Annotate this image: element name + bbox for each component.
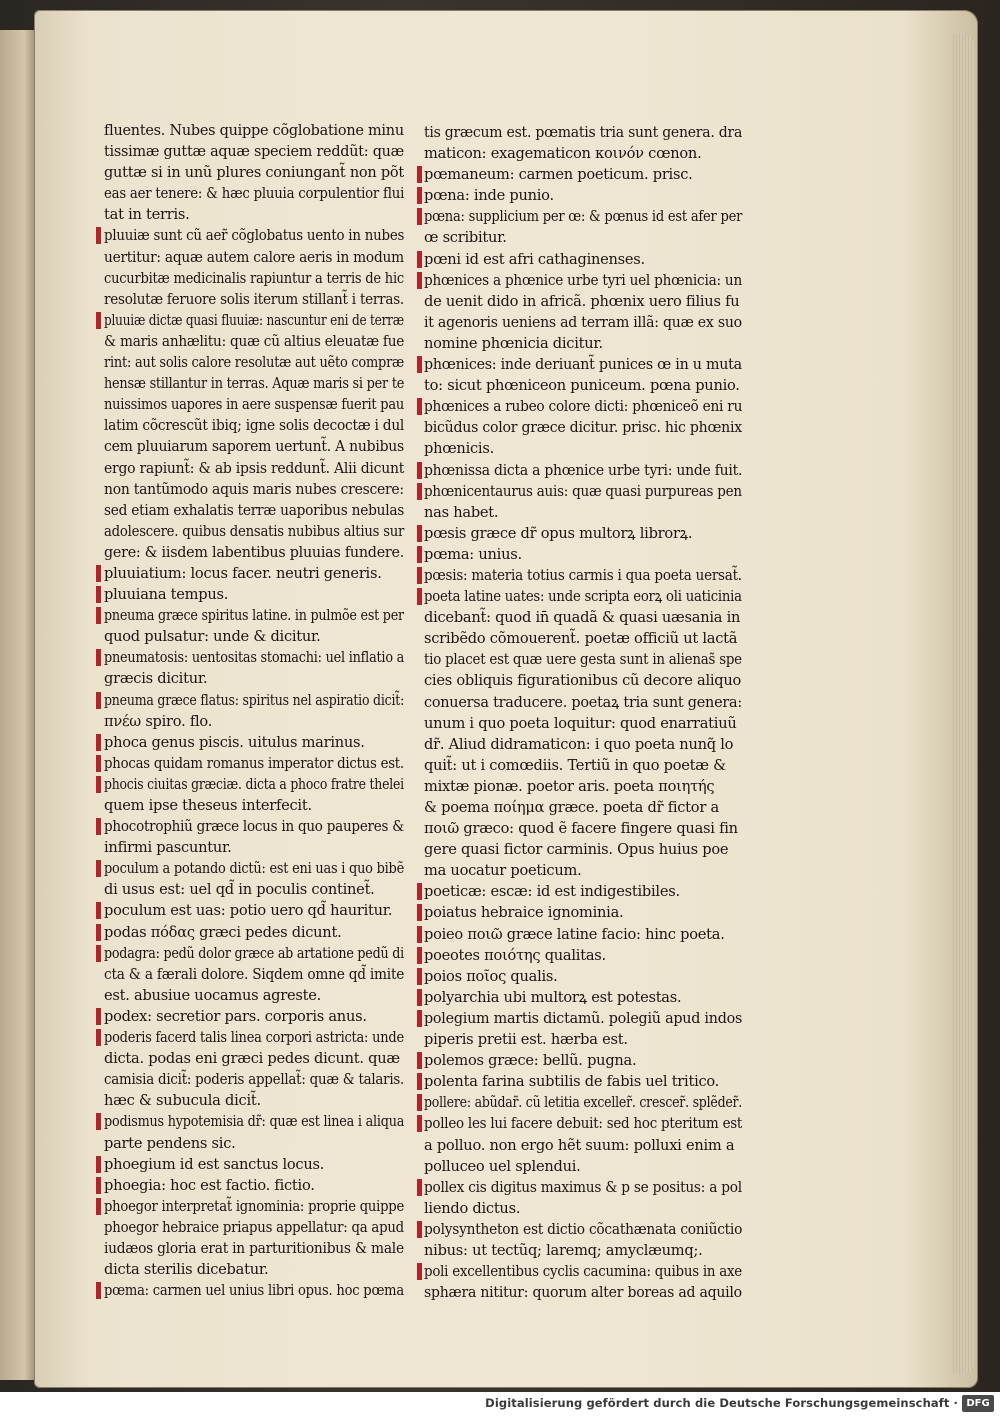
line-text: phœnices: inde deriuant̃ punices œ in u muta — [424, 356, 742, 374]
line-text: it agenoris ueniens ad terram illã: quæ ex suo — [424, 313, 742, 331]
text-line — [104, 774, 404, 795]
line-text: sphæra nititur: quorum alter boreas ad aquilo — [424, 1284, 742, 1302]
line-text: phocis ciuitas græciæ. dicta a phoco fratre thelei — [104, 775, 404, 793]
text-line — [424, 902, 742, 923]
text-line — [104, 943, 404, 964]
text-line — [424, 143, 742, 164]
text-line — [424, 966, 742, 987]
rubric-mark — [96, 227, 101, 244]
text-line — [424, 502, 742, 523]
line-text: camisia dicit̃: poderis appellat̃: quæ & talaris. — [104, 1071, 405, 1089]
text-line — [424, 354, 742, 375]
line-text: poli excellentibus cyclis cacumina: quibus in axe — [424, 1263, 742, 1281]
text-line — [424, 1177, 742, 1198]
line-text: pluuiatium: locus facer. neutri generis. — [104, 564, 382, 582]
line-text: & maris anhælitu: quæ cũ altius eleuatæ fue — [104, 332, 405, 350]
text-line — [424, 1261, 742, 1282]
rubric-mark — [96, 902, 101, 919]
text-line — [104, 1090, 404, 1111]
line-text: gere quasi fictor carminis. Opus huius poe — [424, 841, 729, 859]
rubric-mark — [417, 1115, 422, 1132]
text-line — [424, 1219, 742, 1240]
line-text: phocotrophiũ græce locus in quo pauperes & — [104, 818, 405, 836]
line-text: guttæ si in unũ plures coniungant̃ non põt — [104, 164, 404, 182]
line-text: podex: secretior pars. corporis anus. — [104, 1007, 367, 1025]
line-text: eas aer tenere: & hæc pluuia corpulentior flui — [104, 185, 405, 203]
text-line — [104, 183, 404, 204]
text-line — [424, 881, 742, 902]
rubric-mark — [417, 272, 422, 289]
line-text: pœmaneum: carmen poeticum. prisc. — [424, 166, 693, 184]
line-text: pneumatosis: uentositas stomachi: uel inflatio a — [104, 649, 405, 667]
text-line — [424, 987, 742, 1008]
line-text: pœma: unius. — [424, 545, 522, 563]
text-line — [104, 795, 404, 816]
line-text: bicũdus color græce dicitur. prisc. hic phœnix — [424, 419, 742, 437]
line-text: unum i quo poeta loquitur: quod enarratiuũ — [424, 714, 737, 732]
line-text: sed etiam exhalatis terræ uaporibus nebulas — [104, 501, 405, 519]
text-line — [424, 1092, 742, 1113]
text-line — [104, 542, 404, 563]
line-text: poeotes ποιότης qualitas. — [424, 946, 606, 964]
line-text: poculum est uas: potio uero qd̃ hauritur. — [104, 902, 393, 920]
rubric-mark — [96, 1113, 101, 1130]
line-text: uertitur: aquæ autem calore aeris in modum — [104, 248, 404, 266]
text-line — [424, 544, 742, 565]
text-line — [424, 797, 742, 818]
line-text: adolescere. quibus densatis nubibus altius sur — [104, 522, 405, 540]
text-line — [424, 945, 742, 966]
line-text: infirmi pascuntur. — [104, 839, 232, 857]
text-line — [424, 1198, 742, 1219]
rubric-mark — [96, 649, 101, 666]
rubric-mark — [417, 588, 422, 605]
line-text: resolutæ feruore solis iterum stillant̃ i terras. — [104, 290, 404, 308]
text-line — [104, 1048, 404, 1069]
line-text: pœma: carmen uel unius libri opus. hoc pœma — [104, 1282, 404, 1300]
line-text: phoegor interpretat̃ ignominia: proprie quippe — [104, 1197, 405, 1215]
text-line — [424, 1282, 742, 1303]
text-line — [104, 204, 404, 225]
line-text: scribẽdo cõmouerent̃. poetæ officiũ ut lactã — [424, 630, 738, 648]
text-line — [424, 776, 742, 797]
text-line — [424, 375, 742, 396]
page-stack-edge — [952, 34, 974, 1374]
line-text: rint: aut solis calore resolutæ aut uẽto compræ — [104, 354, 404, 372]
line-text: pollere: abũdar̃. cũ letitia exceller̃. crescer̃. splẽder̃. — [424, 1094, 743, 1112]
line-text: de uenit dido in africã. phœnix uero filius fu — [424, 292, 740, 310]
line-text: nomine phœnicia dicitur. — [424, 334, 603, 352]
text-line — [104, 711, 404, 732]
text-line — [424, 206, 742, 227]
line-text: phœnices a rubeo colore dicti: phœniceõ eni ru — [424, 398, 743, 416]
line-text: pœna: inde punio. — [424, 187, 554, 205]
text-line — [424, 713, 742, 734]
line-text: pœsis græce dr̃ opus multorꝝ librorꝝ. — [424, 524, 693, 542]
rubric-mark — [417, 208, 422, 225]
text-line — [104, 985, 404, 1006]
rubric-mark — [96, 312, 101, 329]
text-line — [104, 289, 404, 310]
line-text: tis græcum est. pœmatis tria sunt genera. dra — [424, 124, 743, 141]
line-text: a polluo. non ergo hẽt suum: polluxi enim a — [424, 1136, 735, 1154]
line-text: phoegium id est sanctus locus. — [104, 1155, 325, 1173]
rubric-mark — [96, 1177, 101, 1194]
text-line — [424, 438, 742, 459]
line-text: piperis pretii est. hærba est. — [424, 1031, 628, 1049]
text-line — [424, 1240, 742, 1261]
text-line — [104, 162, 404, 183]
rubric-mark — [417, 1073, 422, 1090]
line-text: cem pluuiarum saporem uertunt̃. A nubibus — [104, 438, 404, 456]
line-text: phœnicis. — [424, 440, 494, 458]
line-text: ergo rapiunt̃: & ab ipsis reddunt̃. Alii dicunt — [104, 459, 405, 477]
line-text: quit̃: ut i comœdiis. Tertiũ in quo poetæ & — [424, 756, 726, 774]
text-line — [104, 647, 404, 668]
line-text: podas πόδας græci pedes dicunt. — [104, 923, 342, 941]
line-text: dicebant̃: quod in̄ quadã & quasi uæsania in — [424, 609, 741, 627]
text-line — [104, 837, 404, 858]
line-text: pœni id est afri cathaginenses. — [424, 250, 645, 268]
line-text: est. abusiue uocamus agreste. — [104, 986, 322, 1004]
text-line — [104, 120, 404, 141]
line-text: pluuiana tempus. — [104, 586, 229, 604]
text-line — [104, 1154, 404, 1175]
dfg-logo: DFG — [962, 1395, 994, 1412]
rubric-mark — [417, 462, 422, 479]
digitization-footer — [0, 1392, 1000, 1416]
text-line — [104, 1111, 404, 1132]
text-line — [424, 860, 742, 881]
line-text: nas habet. — [424, 503, 499, 521]
text-line — [104, 1069, 404, 1090]
text-line — [424, 1029, 742, 1050]
text-line — [104, 922, 404, 943]
line-text: non tantũmodo aquis maris nubes crescere: — [104, 480, 404, 498]
line-text: poiatus hebraice ignominia. — [424, 904, 624, 922]
rubric-mark — [417, 567, 422, 584]
text-line — [424, 1156, 742, 1177]
text-line — [424, 692, 742, 713]
text-line — [104, 247, 404, 268]
line-text: cta & a færali dolore. Siqdem omne qd̃ imite — [104, 965, 405, 983]
rubric-mark — [96, 818, 101, 835]
text-line — [104, 690, 404, 711]
line-text: maticon: exagematicon κοινόν cœnon. — [424, 145, 702, 163]
text-line — [424, 1050, 742, 1071]
text-line — [424, 670, 742, 691]
right-text-column — [424, 122, 742, 1303]
text-line — [424, 755, 742, 776]
text-line — [104, 521, 404, 542]
rubric-mark — [96, 565, 101, 582]
rubric-mark — [96, 1008, 101, 1025]
line-text: phoegor hebraice priapus appellatur: qa apud — [104, 1218, 404, 1236]
line-text: pneuma græce spiritus latine. in pulmõe est per — [104, 607, 404, 625]
line-text: phœnissa dicta a phœnice urbe tyri: unde fuit. — [424, 461, 743, 479]
line-text: pœsis: materia totius carmis i qua poeta uersat̃. — [424, 566, 742, 584]
rubric-mark — [96, 586, 101, 603]
line-text: polleo les lui facere debuit: sed hoc pteritum est — [424, 1115, 743, 1133]
line-text: dr̃. Aliud didramaticon: i quo poeta nunq̃ lo — [424, 735, 734, 753]
text-line — [424, 586, 742, 607]
text-line — [104, 1175, 404, 1196]
line-text: hensæ stillantur in terras. Aquæ maris si per te — [104, 375, 405, 393]
line-text: polysyntheton est dictio cõcathænata coniũctio — [424, 1220, 743, 1238]
text-line — [424, 249, 742, 270]
text-line — [104, 1027, 404, 1048]
text-line — [104, 352, 404, 373]
text-line — [424, 734, 742, 755]
line-text: quod pulsatur: unde & dicitur. — [104, 628, 321, 646]
line-text: phœnices a phœnice urbe tyri uel phœnicia: un — [424, 271, 742, 289]
line-text: iudæos gloria erat in parturitionibus & male — [104, 1239, 404, 1257]
line-text: nibus: ut tectũq; laremq; amyclæumq;. — [424, 1241, 703, 1259]
line-text: pluuiæ dictæ quasi fluuiæ: nascuntur eni de terræ — [104, 311, 404, 329]
text-line — [104, 373, 404, 394]
text-line — [424, 607, 742, 628]
line-text: & poema ποίημα græce. poeta dr̃ fictor a — [424, 799, 719, 816]
text-line — [424, 270, 742, 291]
text-line — [424, 291, 742, 312]
text-line — [104, 394, 404, 415]
text-line — [104, 816, 404, 837]
line-text: phoegia: hoc est factio. fictio. — [104, 1176, 315, 1194]
text-line — [424, 839, 742, 860]
rubric-mark — [417, 1263, 422, 1280]
line-text: tissimæ guttæ aquæ speciem reddũt: quæ — [104, 143, 404, 161]
line-text: hæc & subucula dicit̃. — [104, 1092, 261, 1110]
line-text: phoca genus piscis. uitulus marinus. — [104, 733, 365, 751]
rubric-mark — [417, 989, 422, 1006]
line-text: polemos græce: bellũ. pugna. — [424, 1052, 637, 1070]
line-text: quem ipse theseus interfecit. — [104, 797, 312, 814]
rubric-mark — [417, 398, 422, 415]
rubric-mark — [96, 945, 101, 962]
text-line — [104, 858, 404, 879]
line-text: ποιῶ græco: quod ẽ facere fingere quasi fin — [424, 820, 738, 838]
text-line — [104, 1006, 404, 1027]
line-text: phœnicentaurus auis: quæ quasi purpureas pen — [424, 482, 742, 500]
text-line — [424, 164, 742, 185]
text-line — [104, 479, 404, 500]
rubric-mark — [96, 924, 101, 941]
text-line — [104, 668, 404, 689]
rubric-mark — [96, 734, 101, 751]
line-text: parte pendens sic. — [104, 1134, 236, 1152]
rubric-mark — [417, 483, 422, 500]
rubric-mark — [417, 187, 422, 204]
line-text: poderis facerd talis linea corpori astricta: unde — [104, 1029, 404, 1047]
text-line — [104, 732, 404, 753]
rubric-mark — [417, 356, 422, 373]
line-text: podismus hypotemisia dr̃: quæ est linea i aliqua — [104, 1113, 405, 1131]
rubric-mark — [96, 692, 101, 709]
text-line — [424, 628, 742, 649]
rubric-mark — [96, 1029, 101, 1046]
line-text: podagra: pedũ dolor græce ab artatione pedũ di — [104, 944, 404, 962]
rubric-mark — [96, 607, 101, 624]
text-line — [424, 1113, 742, 1134]
line-text: poieo ποιῶ græce latine facio: hinc poeta. — [424, 925, 725, 943]
line-text: fluentes. Nubes quippe cõglobatione minu — [104, 122, 404, 139]
text-line — [424, 227, 742, 248]
line-text: œ scribitur. — [424, 229, 507, 247]
text-line — [104, 436, 404, 457]
line-text: mixtæ pionæ. poetor aris. poeta ποιητής — [424, 777, 715, 795]
line-text: dicta sterilis dicebatur. — [104, 1261, 269, 1279]
rubric-mark — [417, 1052, 422, 1069]
line-text: polegium martis dictamũ. polegiũ apud indos — [424, 1009, 743, 1027]
text-line — [104, 331, 404, 352]
line-text: polenta farina subtilis de fabis uel tritico. — [424, 1073, 720, 1091]
rubric-mark — [417, 1179, 422, 1196]
line-text: poios ποῖος qualis. — [424, 967, 558, 985]
rubric-mark — [417, 1221, 422, 1238]
text-line — [104, 964, 404, 985]
text-line — [424, 924, 742, 945]
line-text: poeta latine uates: unde scripta eorꝝ oli uaticinia — [424, 588, 742, 606]
rubric-mark — [417, 525, 422, 542]
rubric-mark — [417, 546, 422, 563]
text-line — [104, 753, 404, 774]
left-text-column — [104, 120, 404, 1301]
line-text: phocas quidam romanus imperator dictus est. — [104, 754, 404, 772]
text-line — [424, 1008, 742, 1029]
line-text: nuissimos uapores in aere suspensæ fuerit pau — [104, 396, 405, 414]
text-line — [104, 500, 404, 521]
line-text: polyarchia ubi multorꝝ est potestas. — [424, 988, 682, 1006]
rubric-mark — [96, 1198, 101, 1215]
text-line — [104, 1238, 404, 1259]
line-text: gere: & iisdem labentibus pluuias fundere. — [104, 543, 405, 561]
line-text: pœna: supplicium per œ: & pœnus id est afer per — [424, 208, 743, 226]
text-line — [424, 396, 742, 417]
line-text: græcis dicitur. — [104, 670, 208, 688]
text-line — [424, 1071, 742, 1092]
text-line — [424, 523, 742, 544]
line-text: pneuma græce flatus: spiritus nel aspiratio dicit̃: — [104, 691, 405, 709]
text-line — [104, 563, 404, 584]
rubric-mark — [417, 1094, 422, 1111]
text-line — [104, 268, 404, 289]
text-line — [104, 879, 404, 900]
text-line — [424, 460, 742, 481]
text-line — [424, 649, 742, 670]
line-text: to: sicut phœniceon puniceum. pœna punio. — [424, 377, 740, 395]
rubric-mark — [417, 166, 422, 183]
line-text: di usus est: uel qd̃ in poculis continet̃. — [104, 881, 375, 899]
text-line — [104, 626, 404, 647]
text-line — [104, 310, 404, 331]
text-line — [424, 333, 742, 354]
text-line — [104, 584, 404, 605]
text-line — [104, 605, 404, 626]
text-line — [424, 122, 742, 143]
line-text: conuersa traducere. poetaꝝ tria sunt genera: — [424, 693, 742, 711]
text-line — [104, 225, 404, 246]
rubric-mark — [417, 926, 422, 943]
rubric-mark — [96, 776, 101, 793]
line-text: pluuiæ sunt cũ aer̃ cõglobatus uento in nubes — [104, 227, 405, 245]
rubric-mark — [96, 1156, 101, 1173]
text-line — [424, 818, 742, 839]
text-line — [424, 1135, 742, 1156]
text-line — [104, 415, 404, 436]
text-line — [104, 1196, 404, 1217]
line-text: poeticæ: escæ: id est indigestibiles. — [424, 883, 680, 901]
line-text: tat in terris. — [104, 206, 190, 224]
text-line — [104, 1133, 404, 1154]
rubric-mark — [96, 1282, 101, 1299]
text-line — [424, 312, 742, 333]
text-line — [424, 417, 742, 438]
line-text: latim cõcrescũt ibiq; igne solis decoctæ i dul — [104, 417, 405, 435]
line-text: ma uocatur poeticum. — [424, 862, 582, 880]
text-line — [104, 458, 404, 479]
rubric-mark — [417, 251, 422, 268]
rubric-mark — [417, 1010, 422, 1027]
rubric-mark — [417, 968, 422, 985]
line-text: liendo dictus. — [424, 1199, 521, 1217]
text-line — [104, 1280, 404, 1301]
line-text: pollex cis digitus maximus & p se positus: a pol — [424, 1178, 742, 1196]
rubric-mark — [96, 755, 101, 772]
text-line — [104, 141, 404, 162]
text-line — [104, 1259, 404, 1280]
line-text: πνέω spiro. flo. — [104, 712, 213, 730]
text-line — [424, 481, 742, 502]
rubric-mark — [417, 947, 422, 964]
line-text: dicta. podas eni græci pedes dicunt. quæ — [104, 1050, 400, 1068]
rubric-mark — [417, 883, 422, 900]
line-text: cies obliquis figurationibus cũ decore aliquo — [424, 672, 742, 690]
line-text: poculum a potando dictũ: est eni uas i quo bibẽ — [104, 860, 404, 878]
rubric-mark — [96, 860, 101, 877]
line-text: cucurbitæ medicinalis rapiuntur a terris de hic — [104, 269, 404, 287]
line-text: polluceo uel splendui. — [424, 1157, 581, 1175]
text-line — [104, 900, 404, 921]
funding-credit: Digitalisierung gefördert durch die Deutsche Forschungsgemeinschaft · — [485, 1396, 958, 1410]
text-line — [424, 185, 742, 206]
line-text: tio placet est quæ uere gesta sunt in alienas̃ spe — [424, 651, 742, 669]
rubric-mark — [417, 904, 422, 921]
text-line — [424, 565, 742, 586]
text-line — [104, 1217, 404, 1238]
